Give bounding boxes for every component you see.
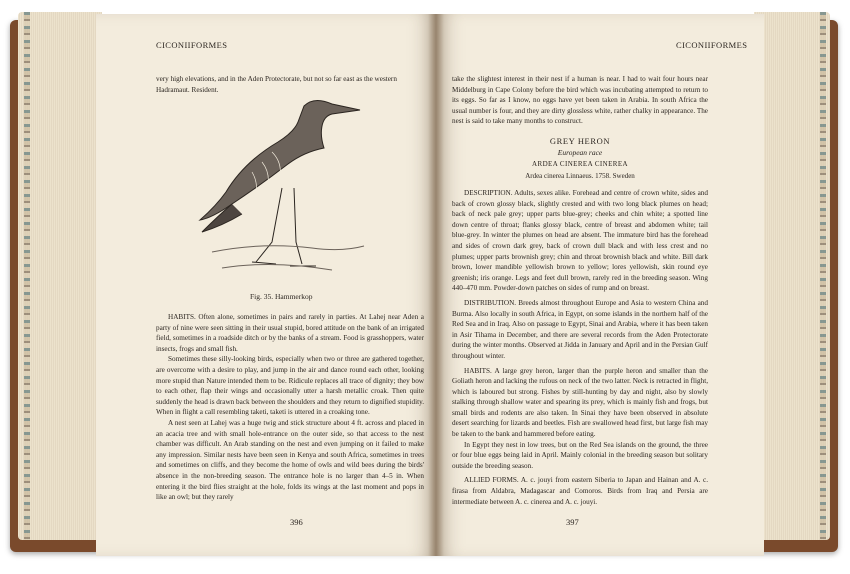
left-intro-line-2: Hadramaut. Resident. — [156, 85, 219, 94]
right-folio: 397 — [566, 517, 579, 527]
species-scientific: ARDEA CINEREA CINEREA — [532, 160, 628, 168]
right-body — [452, 188, 708, 507]
right-intro: take the slightest interest in their nest if a human is near. I had to wait four hours near Middelburg in Cape Colony before the bird which was incubating attempted to return to its eggs. So far as I know, no eggs have yet been taken in Arabia. In south Africa the usual number is four, and they are dirty glossless white, rather chalky in appearance. The nest is said to take many months to construct. — [452, 75, 708, 126]
gutter — [428, 14, 444, 556]
left-intro-line-1: very high elevations, and in the Aden Protectorate, but not so far east as the western — [156, 75, 397, 83]
left-paragraph-nest: A nest seen at Lahej was a huge twig and stick structure about 4 ft. across and placed in an acacia tree and with small hole-entrance on the outer side, so that access to the nest chamber was difficult. An Arab standing on the nest and even jumping on it failed to make any impression. Similar nests have been seen in Kenya and south Africa, sometimes in trees and sometimes on cliffs, and they become the home of owls and wild bees during the birds' absence in the non-breeding season. The entrance hole is no larger than 4–5 in. When entering it the bird flies straight at the hole, folds its wings at the last moment and pops in like an owl; but they rarely — [156, 418, 424, 502]
right-speckled-edge — [820, 12, 826, 540]
figure-caption: Fig. 35. Hammerkop — [250, 292, 313, 301]
species-citation: Ardea cinerea Linnaeus. 1758. Sweden — [525, 172, 635, 180]
left-paragraph-habits: HABITS. Often alone, sometimes in pairs and rarely in parties. At Lahej near Aden a party of nine were seen sitting in their usual stupid, bored attitude on the bank of an irrigated field, sometimes in a roadside ditch or by the banks of a stream. Food is grasshoppers, water insects, frogs and small fish. — [156, 313, 424, 353]
left-running-head: CICONIIFORMES — [156, 40, 228, 50]
hammerkop-illustration — [192, 92, 370, 282]
right-running-head: CICONIIFORMES — [676, 40, 748, 50]
left-paragraph-play: Sometimes these silly-looking birds, especially when two or three are gathered together, are overcome with a desire to play, and jump in the air and dance round each other, looking more stupid than Nature intended them to be. Ridicule replaces all trace of dignity; they bow to each other, flap their wings and occasionally utter a harsh metallic croak. Then quite suddenly the head is drawn back between the shoulders and they return to dignified stupidity. When in flight a call resembling taketi, taketi is uttered in a croaking tone. — [156, 355, 425, 417]
left-body — [156, 312, 424, 503]
species-title: GREY HERON — [549, 136, 611, 146]
right-paragraph-habits: HABITS. A large grey heron, larger than the purple heron and smaller than the Goliath heron and lacking the rufous on neck of the two latter. Neck is retracted in flight, which is laboured but strong. Fishes by still-hunting by day and night, also by slowly stalking through shallow water and spearing its prey, which is mainly fish and frogs, but small birds and rodents are also taken. In Sinai they have been observed in absolute desert searching for lizards and beetles. Fish are swallowed head first, but large fish may be taken to the bank and hammered before eating. — [452, 366, 708, 439]
right-paragraph-description: DESCRIPTION. Adults, sexes alike. Forehead and centre of crown white, sides and back of crown glossy black, slightly crested and with two long black plumes on head; back of neck pale grey; upper parts blue-grey; cheeks and chin white; a spotted line down centre of throat; flanks glossy black, centre of breast and abdomen white; tail blue-grey. In winter the plumes on head are absent. The immature bird has the forehead and sides of crown dark grey, back of crown dull black and with less crest and no plumes; upper parts brownish grey; chin and throat brownish black and white. Bill dark brown, lower mandible yellowish brown to yellow; lores yellowish, skin round eye greenish; iris orange. Legs and feet dull brown, rarely red in the breeding season. Wing 440–470 mm. Powder-down patches on sides of rump and on breast. — [452, 189, 708, 293]
left-page-edges — [18, 12, 102, 540]
right-paragraph-distribution: DISTRIBUTION. Breeds almost throughout Europe and Asia to western China and Burma. Also locally in south Africa, in Egypt, on some islands in the northern half of the Red Sea and in Iraq. Also on passage to Egypt, Sinai and Arabia, where it has been taken in Asir Tihama in December, and there are several records from the Aden Protectorate during the winter months. Observed at Jidda in January and April and in the Persian Gulf throughout winter. — [452, 298, 708, 360]
left-speckled-edge — [24, 12, 30, 540]
right-paragraph-nesting: In Egypt they nest in low trees, but on the Red Sea islands on the ground, the three or four blue eggs being laid in April. Mainly colonial in the breeding season but solitary outside the breeding season. — [452, 440, 708, 470]
right-paragraph-allied-forms: ALLIED FORMS. A. c. jouyi from eastern Siberia to Japan and Hainan and A. c. firasa from Aldabra, Madagascar and Comoros. Birds from Iraq and Persia are intermediate between A. c. cinerea and A. c. jouyi. — [452, 476, 708, 506]
left-folio: 396 — [290, 517, 303, 527]
species-subtitle: European race — [557, 148, 603, 157]
right-page-edges — [754, 12, 830, 540]
